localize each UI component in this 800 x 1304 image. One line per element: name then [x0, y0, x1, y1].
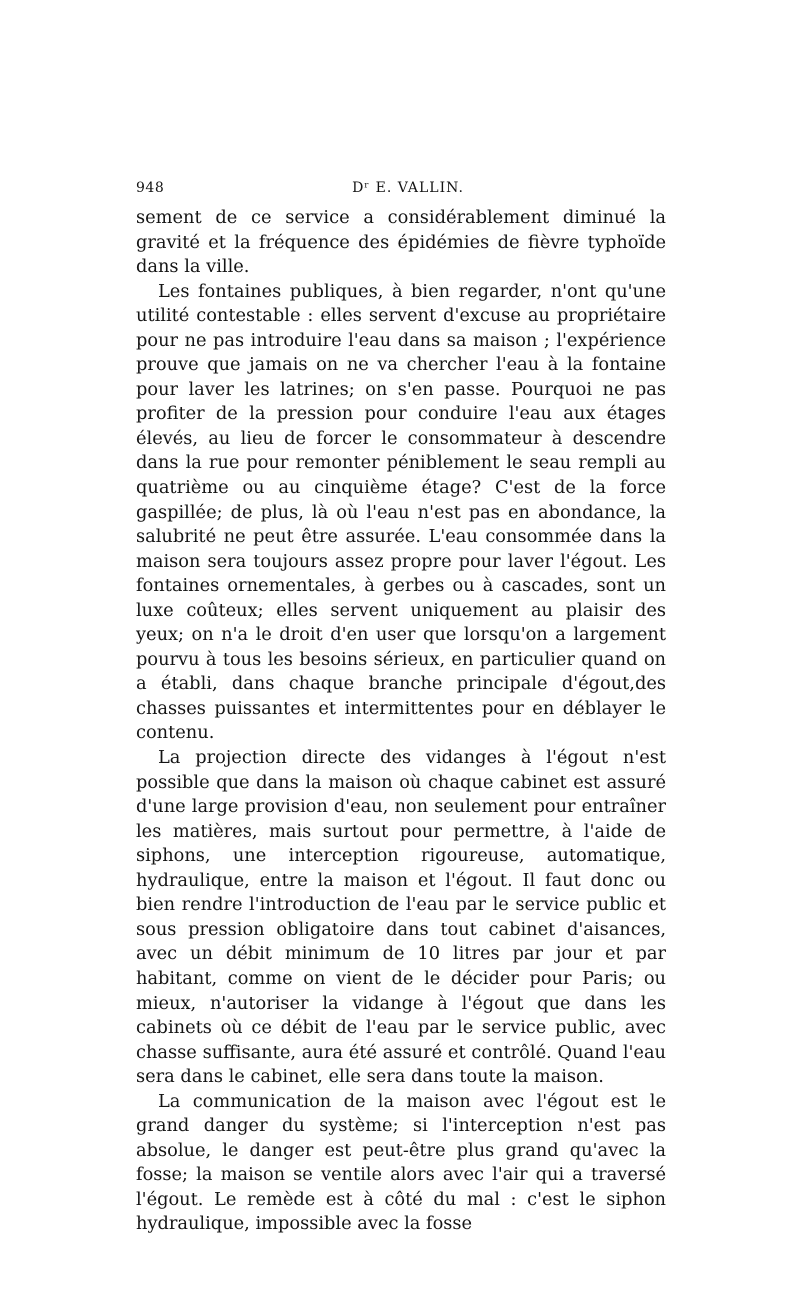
- book-page: [136, 180, 666, 1237]
- paragraph-projection: La projection directe des vidanges à l'égout n'est possible que dans la maison où chaque cabinet est assuré d'une large provision d'eau, non seulement pour entraîner les matières, mais surtout pour permettre, à l'aide de siphons, une interception rigoureuse, automatique, hydraulique, entre la maison et l'égout. Il faut donc ou bien rendre l'introduction de l'eau par le service public et sous pression obligatoire dans tout cabinet d'aisances, avec un débit minimum de 10 litres par jour et par habitant, comme on vient de le décider pour Paris; ou mieux, n'autoriser la vidange à l'égout que dans les cabinets où ce débit de l'eau par le service public, avec chasse suffisante, aura été assuré et contrôlé. Quand l'eau sera dans le cabinet, elle sera dans toute la maison.: [136, 747, 666, 1088]
- running-head: Dʳ E. VALLIN.: [352, 180, 464, 196]
- paragraph-continued: sement de ce service a considérablement diminué la gravité et la fréquence des épidémies de fièvre typhoïde dans la ville.: [136, 207, 666, 278]
- body-text: [136, 206, 666, 1237]
- page-header: [136, 180, 666, 206]
- paragraph-fontaines: Les fontaines publiques, à bien regarder, n'ont qu'une utilité contestable : elles servent d'excuse au propriétaire pour ne pas introduire l'eau dans sa maison ; l'expérience prouve que jamais on ne va chercher l'eau à la fontaine pour laver les latrines; on s'en passe. Pourquoi ne pas profiter de la pression pour conduire l'eau aux étages élevés, au lieu de forcer le consommateur à descendre dans la rue pour remonter péniblement le seau rempli au quatrième ou au cinquième étage? C'est de la force gaspillée; de plus, là où l'eau n'est pas en abondance, la salubrité ne peut être assurée. L'eau consommée dans la maison sera toujours assez propre pour laver l'égout. Les fontaines ornementales, à gerbes ou à cascades, sont un luxe coûteux; elles servent uniquement au plaisir des yeux; on n'a le droit d'en user que lorsqu'on a largement pourvu à tous les besoins sérieux, en particulier quand on a établi, dans chaque branche principale d'égout,des chasses puissantes et intermittentes pour en déblayer le contenu.: [136, 280, 666, 744]
- page-number: 948: [136, 180, 165, 196]
- paragraph-communication: La communication de la maison avec l'égout est le grand danger du système; si l'interception n'est pas absolue, le danger est peut-être plus grand qu'avec la fosse; la maison se ventile alors avec l'air qui a traversé l'égout. Le remède est à côté du mal : c'est le siphon hydraulique, impossible avec la fosse: [136, 1090, 666, 1235]
